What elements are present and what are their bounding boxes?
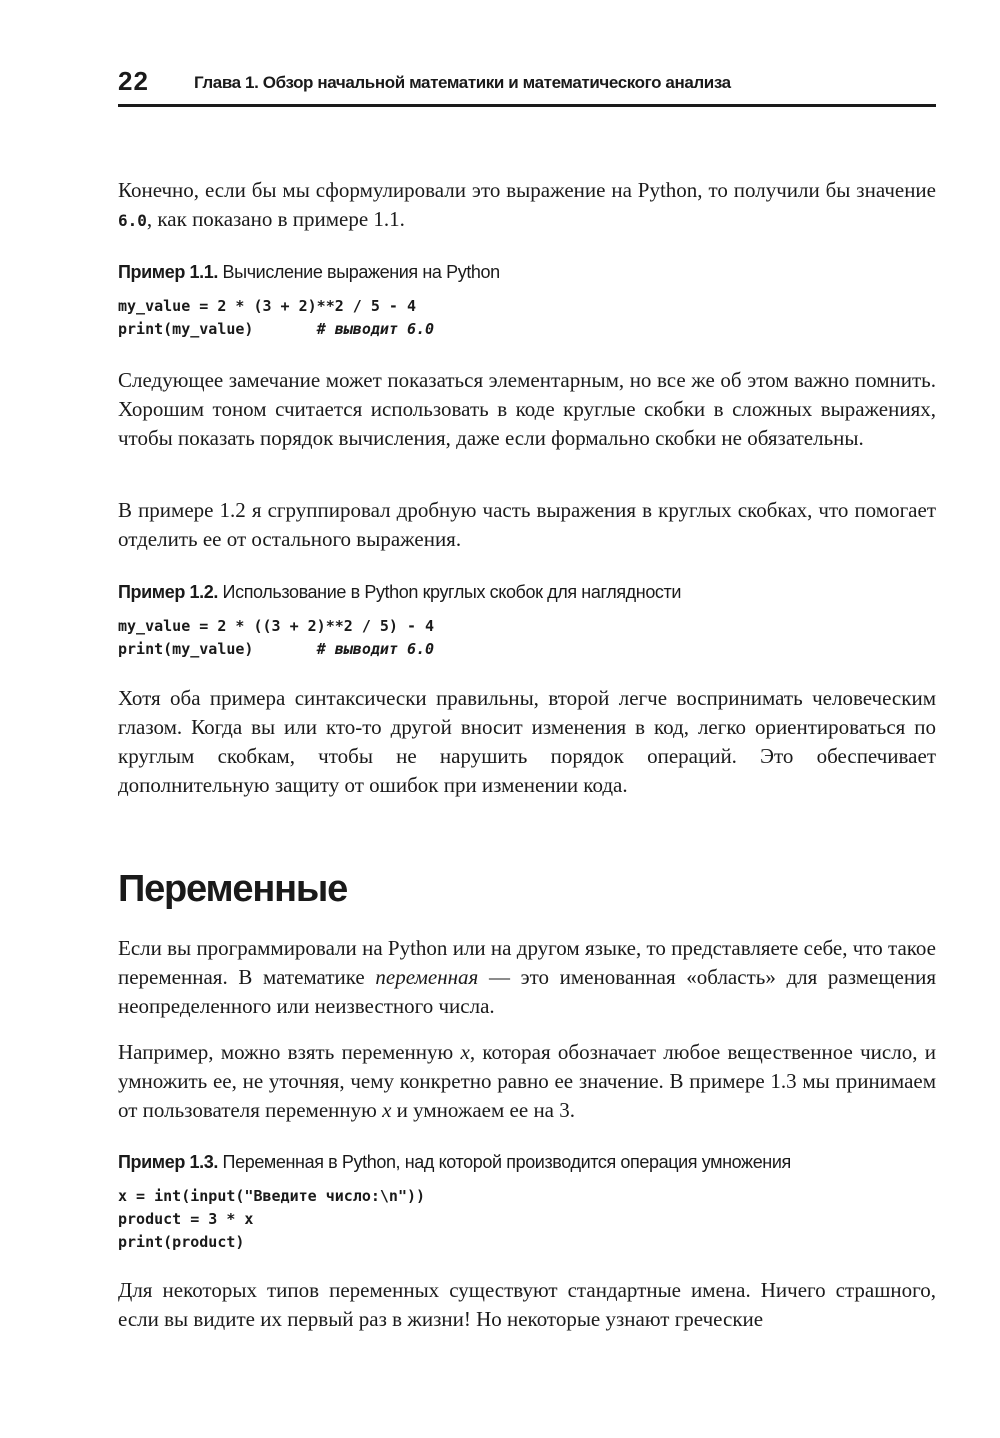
example-1-caption — [118, 262, 958, 283]
paragraph-example-variable — [118, 1038, 936, 1125]
code-line: print(product) — [118, 1233, 245, 1251]
paragraph-text: , как показано в примере 1.1. — [146, 207, 405, 231]
paragraph-text: — это именованная «область» для размещения неопределенного или неизвестного числа. — [118, 965, 936, 1018]
example-1-code — [118, 295, 936, 341]
paragraph-text: Например, можно взять переменную — [118, 1040, 461, 1064]
paragraph-standard-names: Для некоторых типов переменных существуют стандартные имена. Ничего страшного, если вы видите их первый раз в жизни! Но некоторые узнают греческие — [118, 1278, 936, 1331]
inline-code: 6.0 — [118, 211, 147, 230]
example-label: Пример 1.2. — [118, 582, 218, 602]
example-title: Переменная в Python, над которой производится операция умножения — [217, 1152, 791, 1172]
code-text: print(my_value) — [118, 320, 317, 338]
code-comment: # выводит 6.0 — [316, 640, 435, 658]
paragraph-text: Если вы программировали на Python или на другом языке, то представляете себе, что такое переменная. В математике — [118, 936, 936, 989]
section-title: Переменные — [118, 868, 348, 910]
code-line: product = 3 * x — [118, 1210, 254, 1228]
example-3-caption — [118, 1152, 958, 1173]
paragraph-text: , которая обозначает любое вещественное число, и умножить ее, не уточняя, чему конкретно равно ее значение. В примере 1.3 мы принимаем от пользователя переменную — [118, 1040, 936, 1122]
example-2-code — [118, 615, 936, 661]
example-label: Пример 1.3. — [118, 1152, 218, 1172]
math-variable: x — [382, 1098, 392, 1122]
paragraph-text: и умножаем ее на 3. — [391, 1098, 575, 1122]
example-2-caption — [118, 582, 958, 603]
example-title: Использование в Python круглых скобок для наглядности — [217, 582, 682, 602]
paragraph-intro — [118, 176, 936, 235]
running-head: Глава 1. Обзор начальной математики и математического анализа — [194, 73, 731, 92]
math-variable: x — [460, 1040, 470, 1064]
emphasis-term: переменная — [375, 965, 479, 989]
code-comment: # выводит 6.0 — [316, 320, 435, 338]
paragraph-grouping: В примере 1.2 я сгруппировал дробную часть выражения в круглых скобках, что помогает отделить ее от остального выражения. — [118, 498, 936, 551]
paragraph-variables — [118, 934, 936, 1021]
paragraph-text: Конечно, если бы мы сформулировали это выражение на Python, то получили бы значение — [118, 178, 936, 202]
paragraph-readability: Хотя оба примера синтаксически правильны, второй легче воспринимать человеческим глазом. Когда вы или кто-то другой вносит изменения в код, легко ориентироваться по круглым скобкам, чтобы не нарушить порядок операций. Это обеспечивает дополнительную защиту от ошибок при изменении кода. — [118, 686, 936, 797]
example-label: Пример 1.1. — [118, 262, 218, 282]
code-line — [118, 638, 936, 661]
example-3-code — [118, 1185, 936, 1254]
paragraph-parentheses: Следующее замечание может показаться элементарным, но все же об этом важно помнить. Хорошим тоном считается использовать в коде круглые скобки в сложных выражениях, чтобы показать порядок вычисления, даже если формально скобки не обязательны. — [118, 368, 936, 450]
code-text: print(my_value) — [118, 640, 317, 658]
code-line: my_value = 2 * (3 + 2)**2 / 5 - 4 — [118, 297, 417, 315]
example-title: Вычисление выражения на Python — [217, 262, 500, 282]
code-line: my_value = 2 * ((3 + 2)**2 / 5) - 4 — [118, 617, 435, 635]
page-number: 22 — [118, 66, 149, 96]
code-line — [118, 318, 936, 341]
code-line: x = int(input("Введите число:\n")) — [118, 1187, 426, 1205]
page-header — [118, 64, 936, 107]
